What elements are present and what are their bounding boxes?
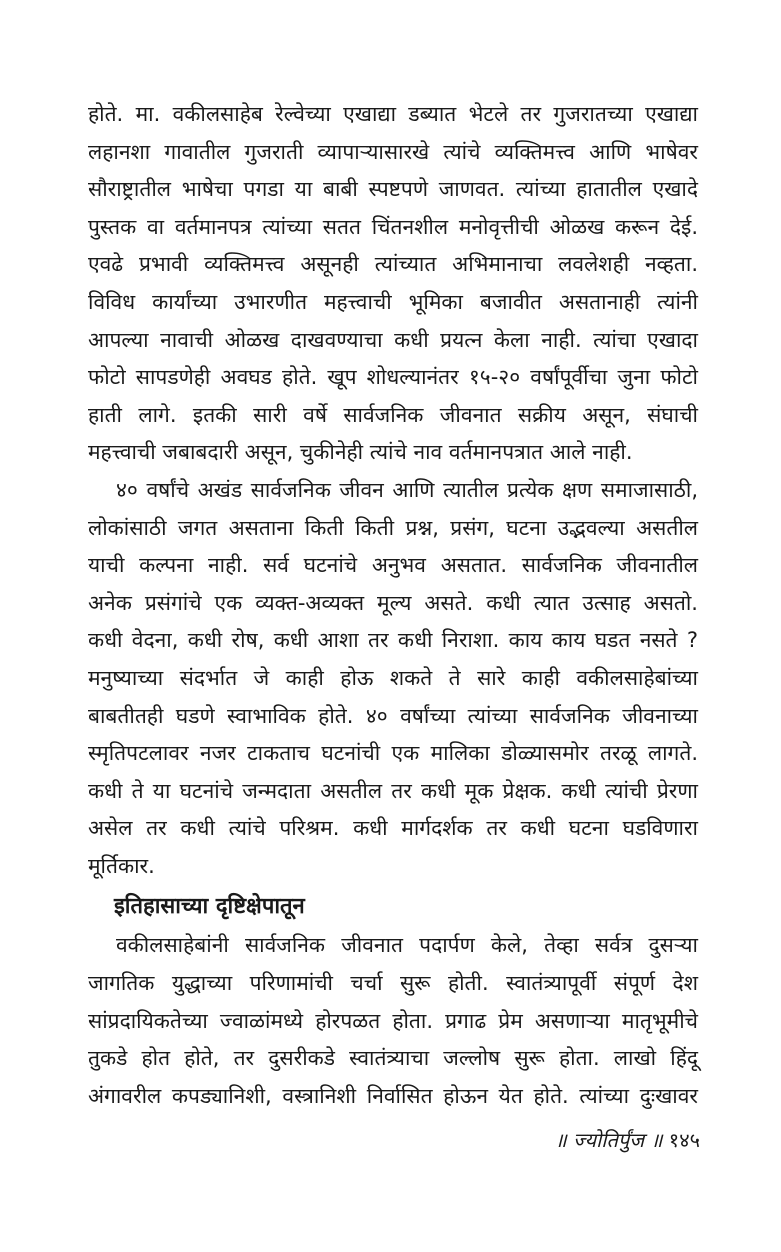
text-line: वकीलसाहेबांनी सार्वजनिक जीवनात पदार्पण केले, तेव्हा सर्वत्र दुसऱ्या bbox=[116, 933, 698, 958]
text-line: आपल्या नावाची ओळख दाखवण्याचा कधी प्रयत्न केला नाही. त्यांचा एखादा bbox=[88, 327, 698, 352]
text-line: मूर्तिकार. bbox=[88, 853, 155, 878]
text-line: लहानशा गावातील गुजराती व्यापाऱ्यासारखे त्यांचे व्यक्तिमत्त्व आणि भाषेवर bbox=[88, 139, 698, 164]
text-line: होते. मा. वकीलसाहेब रेल्वेच्या एखाद्या डब्यात भेटले तर गुजरातच्या एखाद्या bbox=[88, 102, 698, 126]
text-line: याची कल्पना नाही. सर्व घटनांचे अनुभव असतात. सार्वजनिक जीवनातील bbox=[88, 553, 698, 578]
text-line: पुस्तक वा वर्तमानपत्र त्यांच्या सतत चिंतनशील मनोवृत्तीची ओळख करून देई. bbox=[88, 214, 698, 239]
text-line: सांप्रदायिकतेच्या ज्वाळांमध्ये होरपळत होता. प्रगाढ प्रेम असणाऱ्या मातृभूमीचे bbox=[88, 1008, 698, 1033]
text-line: लोकांसाठी जगत असताना किती किती प्रश्न, प्रसंग, घटना उद्भवल्या असतील bbox=[88, 515, 698, 540]
section-heading: इतिहासाच्या दृष्टिक्षेपातून bbox=[114, 894, 305, 920]
text-line: अंगावरील कपड्यानिशी, वस्त्रानिशी निर्वासित होऊन येत होते. त्यांच्या दुःखावर bbox=[88, 1083, 698, 1108]
page-footer bbox=[540, 1126, 700, 1153]
paragraph-2 bbox=[88, 472, 698, 886]
paragraph-3 bbox=[88, 927, 698, 1115]
text-line: मनुष्याच्या संदर्भात जे काही होऊ शकते ते सारे काही वकीलसाहेबांच्या bbox=[88, 665, 698, 690]
text-line: कधी ते या घटनांचे जन्मदाता असतील तर कधी मूक प्रेक्षक. कधी त्यांची प्रेरणा bbox=[88, 778, 698, 803]
text-line: स्मृतिपटलावर नजर टाकताच घटनांची एक मालिका डोळ्यासमोर तरळू लागते. bbox=[88, 741, 698, 766]
text-line: बाबतीतही घडणे स्वाभाविक होते. ४० वर्षांच्या त्यांच्या सार्वजनिक जीवनाच्या bbox=[88, 703, 698, 728]
text-line: सौराष्ट्रातील भाषेचा पगडा या बाबी स्पष्टपणे जाणवत. त्यांच्या हातातील एखादे bbox=[88, 177, 698, 202]
text-line: फोटो सापडणेही अवघड होते. खूप शोधल्यानंतर १५-२० वर्षांपूर्वीचा जुना फोटो bbox=[88, 365, 698, 390]
paragraph-1 bbox=[88, 96, 698, 472]
text-line: ४० वर्षांचे अखंड सार्वजनिक जीवन आणि त्यातील प्रत्येक क्षण समाजासाठी, bbox=[116, 477, 698, 502]
text-line: महत्त्वाची जबाबदारी असून, चुकीनेही त्यांचे नाव वर्तमानपत्रात आले नाही. bbox=[88, 440, 633, 465]
book-title: ॥ ज्योतिर्पुंज ॥ bbox=[554, 1128, 663, 1152]
text-line: जागतिक युद्धाच्या परिणामांची चर्चा सुरू होती. स्वातंत्र्यापूर्वी संपूर्ण देश bbox=[88, 971, 698, 996]
text-line: एवढे प्रभावी व्यक्तिमत्त्व असूनही त्यांच्यात अभिमानाचा लवलेशही नव्हता. bbox=[88, 252, 698, 277]
page-body bbox=[88, 96, 698, 1115]
text-line: अनेक प्रसंगांचे एक व्यक्त-अव्यक्त मूल्य असते. कधी त्यात उत्साह असतो. bbox=[88, 590, 698, 615]
text-line: असेल तर कधी त्यांचे परिश्रम. कधी मार्गदर्शक तर कधी घटना घडविणारा bbox=[88, 816, 698, 841]
text-line: कधी वेदना, कधी रोष, कधी आशा तर कधी निराशा. काय काय घडत नसते ? bbox=[88, 628, 698, 653]
text-line: तुकडे होत होते, तर दुसरीकडे स्वातंत्र्याचा जल्लोष सुरू होता. लाखो हिंदू bbox=[88, 1046, 698, 1071]
page-number: १४५ bbox=[668, 1128, 700, 1152]
text-line: विविध कार्यांच्या उभारणीत महत्त्वाची भूमिका बजावीत असतानाही त्यांनी bbox=[88, 289, 698, 314]
text-line: हाती लागे. इतकी सारी वर्षे सार्वजनिक जीवनात सक्रीय असून, संघाची bbox=[88, 402, 698, 427]
